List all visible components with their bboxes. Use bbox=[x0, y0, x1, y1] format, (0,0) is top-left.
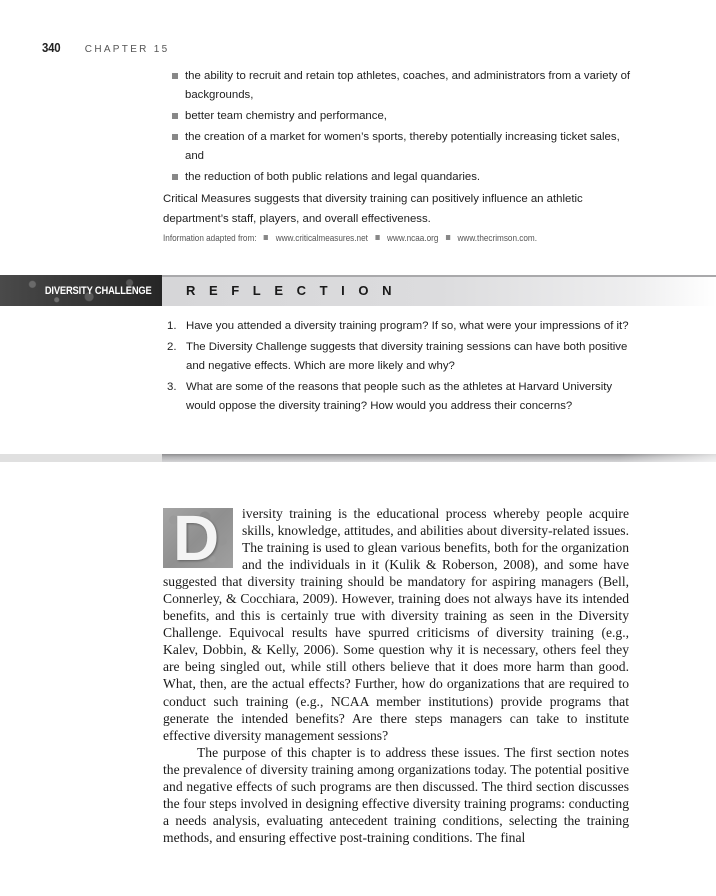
list-item-text: better team chemistry and performance, bbox=[185, 110, 387, 122]
source-link: www.criticalmeasures.net bbox=[275, 233, 368, 244]
square-bullet-icon bbox=[375, 235, 379, 240]
question-number: 1. bbox=[167, 320, 177, 332]
sources-label: Information adapted from: bbox=[163, 233, 257, 244]
body-paragraph bbox=[163, 505, 629, 744]
list-item-text: the ability to recruit and retain top athletes, coaches, and administrators from a variety of backgrounds, bbox=[185, 70, 631, 101]
chapter-body bbox=[163, 505, 629, 846]
question-item bbox=[165, 378, 635, 416]
list-item bbox=[172, 107, 632, 126]
source-link: www.ncaa.org bbox=[387, 233, 439, 244]
reflection-questions bbox=[165, 317, 635, 418]
sources-line bbox=[163, 233, 537, 244]
question-text: The Diversity Challenge suggests that diversity training sessions can have both positive and negative effects. Which are more likely and why? bbox=[186, 341, 628, 372]
list-item bbox=[172, 128, 632, 166]
list-item bbox=[172, 168, 632, 187]
chapter-label: CHAPTER 15 bbox=[84, 44, 170, 55]
square-bullet-icon bbox=[172, 134, 178, 140]
square-bullet-icon bbox=[446, 235, 450, 240]
question-number: 3. bbox=[167, 381, 177, 393]
question-item bbox=[165, 338, 635, 376]
banner-tag-label: DIVERSITY CHALLENGE bbox=[45, 284, 152, 297]
square-bullet-icon bbox=[264, 235, 268, 240]
section-divider-left bbox=[0, 454, 162, 462]
square-bullet-icon bbox=[172, 174, 178, 180]
banner-title: REFLECTION bbox=[186, 283, 406, 298]
drop-cap bbox=[163, 508, 233, 568]
section-divider-fade bbox=[620, 454, 716, 462]
square-bullet-icon bbox=[172, 113, 178, 119]
benefits-list bbox=[172, 67, 632, 189]
summary-paragraph: Critical Measures suggests that diversity training can positively influence an athletic department’s staff, players, and overall effectiveness. bbox=[163, 193, 583, 225]
page-number: 340 bbox=[42, 40, 61, 55]
paragraph-text: The purpose of this chapter is to address these issues. The first section notes the prevalence of diversity training among organizations today. The potential positive and negative effects of such programs are then discussed. The third section discusses the four steps involved in designing effective diversity training programs: conducting a needs analysis, evaluating antecedent training conditions, selecting the training methods, and ensuring effective post-training conditions. The final bbox=[163, 744, 629, 845]
drop-cap-letter: D bbox=[173, 508, 220, 568]
source-link: www.thecrimson.com. bbox=[457, 233, 537, 244]
banner-tag bbox=[0, 275, 162, 306]
list-item-text: the reduction of both public relations and legal quandaries. bbox=[185, 171, 481, 183]
reflection-banner bbox=[0, 275, 716, 306]
question-number: 2. bbox=[167, 341, 177, 353]
question-item bbox=[165, 317, 635, 336]
list-item-text: the creation of a market for women’s sports, thereby potentially increasing ticket sales, and bbox=[185, 131, 620, 162]
list-item bbox=[172, 67, 632, 105]
running-header bbox=[42, 40, 169, 60]
paragraph-text: iversity training is the educational process whereby people acquire skills, knowledge, attitudes, and abilities about diversity-related issues. The training is used to glean various benefits, both for the organization and the individuals in it (Kulik & Roberson, 2008), and some have suggested that diversity training should be mandatory for aspiring managers (Bell, Connerley, & Cocchiara, 2009). However, training does not always have its intended benefits, and this is certainly true with diversity training as seen in the Diversity Challenge. Equivocal results have spurred criticisms of diversity training (e.g., Kalev, Dobbin, & Kelly, 2006). Some question why it is necessary, others feel they are being singled out, while still others believe that it does more harm than good. What, then, are the actual effects? Further, how do organizations that are required to conduct such training (e.g., NCAA member institutions) provide programs that generate the intended benefits? Are there steps managers can take to institute effective diversity management sessions? bbox=[163, 506, 629, 743]
question-text: What are some of the reasons that people such as the athletes at Harvard University would oppose the diversity training? How would you address their concerns? bbox=[186, 381, 613, 412]
body-paragraph bbox=[163, 744, 629, 846]
question-text: Have you attended a diversity training program? If so, what were your impressions of it? bbox=[186, 320, 629, 332]
square-bullet-icon bbox=[172, 73, 178, 79]
